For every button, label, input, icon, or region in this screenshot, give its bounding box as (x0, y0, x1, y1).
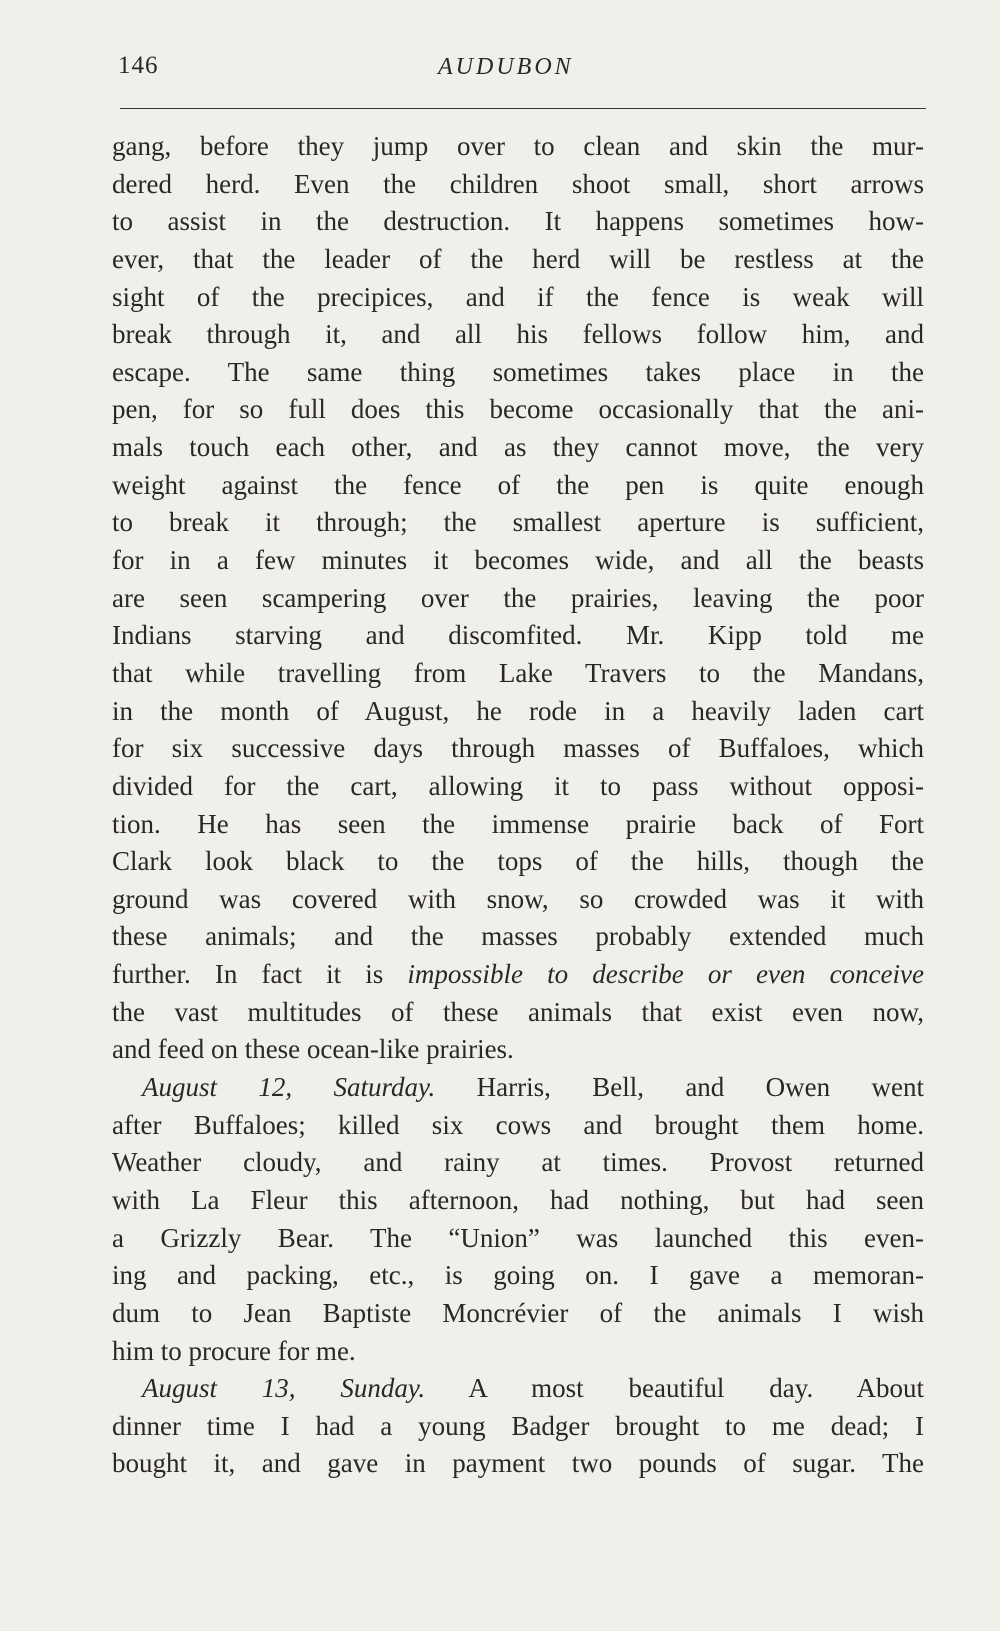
text-run: Harris, Bell, and Owen went (435, 1072, 924, 1103)
entry-heading-line (112, 1370, 924, 1408)
text-line-emphasis (112, 956, 924, 994)
text-line: ing and packing, etc., is going on. I gave a memoran- (112, 1260, 924, 1291)
text-line: gang, before they jump over to clean and skin the mur- (112, 131, 924, 161)
text-line: to break it through; the smallest aperture is sufficient, (112, 507, 924, 538)
entry-date: August 12, Saturday. (142, 1072, 436, 1103)
header-rule (120, 108, 926, 109)
text-line: weight against the fence of the pen is quite enough (112, 469, 924, 500)
text-line: are seen scampering over the prairies, leaving the poor (112, 582, 924, 613)
italic-phrase: impossible to describe or even conceive (407, 959, 924, 990)
entry-heading-line (112, 1069, 924, 1107)
text-line: with La Fleur this afternoon, had nothing, but had seen (112, 1184, 924, 1215)
text-line: escape. The same thing sometimes takes place in the (112, 356, 924, 387)
text-line: bought it, and gave in payment two pounds of sugar. The (112, 1448, 924, 1479)
text-line: to assist in the destruction. It happens sometimes how- (112, 206, 924, 237)
text-line: break through it, and all his fellows follow him, and (112, 319, 924, 350)
text-line: dinner time I had a young Badger brought to me dead; I (112, 1410, 924, 1441)
text-line: dum to Jean Baptiste Moncrévier of the animals I wish (112, 1297, 924, 1328)
text-line: for six successive days through masses of Buffaloes, which (112, 733, 924, 764)
text-line: a Grizzly Bear. The “Union” was launched this even- (112, 1222, 924, 1253)
text-line: and feed on these ocean-like prairies. (112, 1034, 514, 1065)
text-line: that while travelling from Lake Travers to the Mandans, (112, 657, 924, 688)
text-line: ever, that the leader of the herd will be restless at the (112, 243, 924, 274)
text-line: divided for the cart, allowing it to pass without opposi- (112, 770, 924, 801)
text-line: Weather cloudy, and rainy at times. Provost returned (112, 1147, 924, 1178)
text-line: these animals; and the masses probably extended much (112, 921, 924, 952)
text-line: in the month of August, he rode in a heavily laden cart (112, 695, 924, 726)
text-line: tion. He has seen the immense prairie back of Fort (112, 808, 924, 839)
entry-date: August 13, Sunday. (142, 1373, 426, 1404)
text-line: dered herd. Even the children shoot small, short arrows (112, 168, 924, 199)
text-line: after Buffaloes; killed six cows and brought them home. (112, 1109, 924, 1140)
text-line: mals touch each other, and as they cannot move, the very (112, 432, 924, 463)
text-line: Clark look black to the tops of the hills, though the (112, 846, 924, 877)
page-number: 146 (118, 52, 159, 79)
text-run: further. In fact it is (112, 959, 408, 990)
text-line: sight of the precipices, and if the fence is weak will (112, 281, 924, 312)
text-run: A most beautiful day. About (425, 1373, 925, 1404)
text-line: pen, for so full does this become occasionally that the ani- (112, 394, 924, 425)
page-header (118, 52, 926, 102)
text-line: Indians starving and discomfited. Mr. Kipp told me (112, 620, 924, 651)
text-line: him to procure for me. (112, 1335, 356, 1366)
text-line: ground was covered with snow, so crowded was it with (112, 883, 924, 914)
text-line: for in a few minutes it becomes wide, and all the beasts (112, 545, 924, 576)
text-line: the vast multitudes of these animals that exist even now, (112, 996, 924, 1027)
body-text (112, 128, 924, 1483)
running-head: AUDUBON (438, 54, 574, 80)
